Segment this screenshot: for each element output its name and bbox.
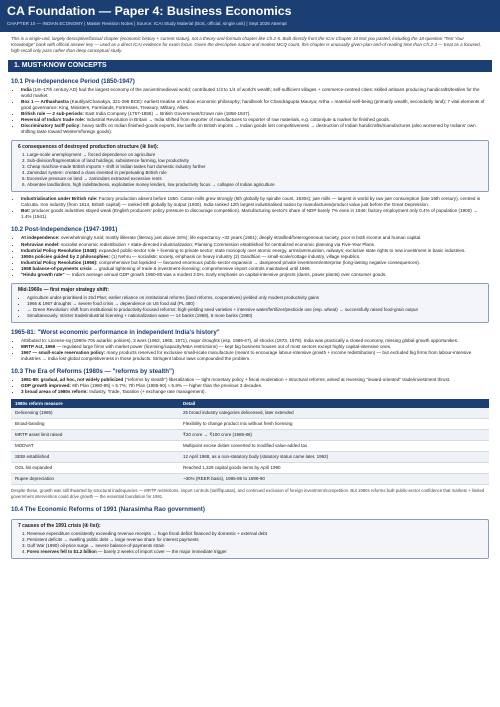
- table-cell: Rupee depreciation: [11, 474, 179, 485]
- table-cell: Delicensing (1985): [11, 408, 179, 419]
- subsection-heading: 10.2 Post-Independence (1947-1991): [11, 226, 118, 234]
- list-item: 4. Zamindari system: created a class invested in perpetuating British rule: [27, 170, 482, 176]
- bullet-list: [18, 295, 482, 319]
- table-cell: 12 April 1988, as a non-statutory body (statutory status came later, 1992): [179, 452, 489, 463]
- table-header-cell: Detail: [179, 399, 489, 408]
- subsection-heading: 10.3 The Era of Reforms (1980s — "reforms by stealth"): [11, 368, 175, 376]
- table-row: [11, 419, 489, 430]
- table-row: [11, 441, 489, 452]
- numbered-list: [18, 152, 482, 188]
- subsection-heading: 1965-81: "Worst economic performance in independent India's history": [11, 328, 220, 336]
- intro-text: This is a single-unit, largely descriptive/factual chapter (economic history + current status), not a theory-and-formula chapter like Ch.2-5. Built directly from the ICAI Chapter 10 text you pasted, including the 18-question "Test Your Knowledge" bank with official answer key — used as a direct ICAI evidence for exam focus. Given the descriptive nature and modest MCQ count, this chapter is unusually given-plan-and-of reading time than Ch.2-3 — treat as a focused, high-recall only pass rather than deep conceptual study.: [11, 36, 481, 54]
- bullet-list: [11, 235, 489, 277]
- callout-box: [11, 140, 489, 192]
- list-item: • Industrial Policy Resolution (1948): expanded public-sector role + licensing to private sector; state monopoly over atomic energy, arms/ammunition, railways; exclusive state rights to new investment in basic industries.: [21, 248, 489, 254]
- table-cell: ₹20 crore → ₹100 crore (1985-86): [179, 430, 489, 441]
- callout-box: [11, 283, 489, 323]
- list-item: 5. Excessive pressure on land → zamindars extracted excessive rents: [27, 176, 482, 182]
- note-text: Despite these, growth was still thwarted by structural inadequacies — MRTP restrictions, import controls (tariff/quotas), and continued exclusion of foreign investment/competition. But 1980s reforms built public-sector confidence that markets + limited government intervention could drive growth — the essential foundation for 1991.: [11, 488, 485, 500]
- reform-table: [11, 399, 489, 485]
- subsection-heading: 10.1 Pre-Independence Period (1850-1947): [11, 77, 135, 85]
- table-cell: MRTP asset limit raised: [11, 430, 179, 441]
- list-item: • "Hindu growth rate" — India's average annual GDP growth 1950-80 was a modest 3.5%. Early emphasis on capital-intensive projects (dams, power plants) over consumer goods.: [21, 272, 489, 278]
- list-item: • Nehruvian model: socialist economic redistribution + state-directed industrialization; Planning Commission established for centralized economic planning via Five-Year Plans.: [21, 242, 489, 248]
- list-item: • Industrial Policy Resolution (1956): comprehensive but lopsided — favoured enormous public-sector expansion → dampened private investment/enterprise (long-lasting negative consequences).: [21, 260, 489, 266]
- list-item: 6. Absentee landlordism, high indebtedness, exploitative money lenders, low productivity focus → collapse of Indian agriculture: [27, 182, 482, 188]
- list-item: • Simultaneously: stricter trade/industrial licensing + nationalization wave — 14 banks (1969), 6 more banks (1980): [27, 313, 482, 319]
- table-cell: SEBI established: [11, 452, 179, 463]
- list-item: • 1967 — small-scale reservation policy: many products reserved for exclusive small-scale manufacture (meant to encourage labour-intensive growth + income redistribution) — but excluded big firms from labour-intensive industries → India lost global competitiveness in those products. Stringent labour laws compounded the problem.: [21, 350, 489, 362]
- list-item: • Box 1 — Arthashastra (Kautilya/Chanakya, 321-296 BCE): earliest treatise on Indian economic philosophy; handbook for Chandragupta Maurya; Artha = material well-being (primarily wealth, secondarily land); 7 vital elements of good governance: King, Ministers, Farmlands, Fortresses, Treasury, Military, Allies.: [21, 99, 489, 111]
- list-item: • Reversal of India's trade role: Industrial Revolution in Britain → India shifted from exporter of manufactures to exporter of raw materials, e.g. cotton/jute & market for finished goods.: [21, 117, 489, 123]
- list-item: • MRTP Act, 1969 — regulated large firms with market power (licensing/capacity/M&A restrictions) — kept big business houses out of most sectors except highly capital-intensive ones.: [21, 344, 489, 350]
- table-cell: OGL list expanded: [11, 463, 179, 474]
- bullet-list: [11, 87, 489, 135]
- section-heading: 1. MUST-KNOW CONCEPTS: [8, 60, 492, 72]
- list-item: 3. Gulf War (1990) oil-price surge → severe balance-of-payments strain: [27, 543, 482, 549]
- callout-title: Mid-1960s — first major strategy shift:: [18, 286, 109, 293]
- page-title: CA Foundation — Paper 4: Business Economics: [7, 4, 292, 18]
- list-item: • Bot: producer goods industries stayed weak (English producers' policy pressure to discourage competition). Manufacturing sector's share of NDP barely 7% even in 1946; factory employment only 0.4% of population (1900) → 1.4% (1941).: [21, 208, 489, 220]
- table-row: [11, 474, 489, 485]
- list-item: • At independence: overwhelmingly rural; mostly illiterate (literacy just above 18%); life expectancy ~32 years (1951); deeply stratified/heterogeneous society, poor in both income and human capital.: [21, 235, 489, 241]
- numbered-list: [18, 531, 482, 555]
- table-row: [11, 463, 489, 474]
- list-item: • 1981-89: gradual, ad hoc, not widely publicized ("reforms by stealth") liberalization — tight monetary policy + fiscal moderation + structural reforms; aimed at reversing "inward-oriented" trade/investment thrust.: [21, 377, 489, 383]
- table-row: [11, 430, 489, 441]
- list-item: 4. Forex reserves fell to $1.2 billion — barely 2 weeks of import cover — the major immediate trigger: [27, 549, 482, 555]
- list-item: 1. Revenue expenditure consistently exceeding revenue receipts → huge fiscal deficit financed by domestic + external debt: [27, 531, 482, 537]
- table-header-row: [11, 399, 489, 408]
- list-item: • 1958 balance-of-payments crisis → gradual tightening of trade & investment-licensing; comprehensive import controls maintained until 1966.: [21, 266, 489, 272]
- list-item: • Discriminatory tariff policy: heavy tariffs on Indian finished-goods exports, low tariffs on British imports → Indian goods lost competitiveness → destruction of Indian handicrafts/manufactures (also worsened by Indians' own shifting taste toward Western/foreign goods).: [21, 123, 489, 135]
- header-banner: [0, 0, 500, 32]
- list-item: 2. Persistent deficits → swelling public debt → large revenue share for interest payments: [27, 537, 482, 543]
- table-cell: MODVAT: [11, 441, 179, 452]
- list-item: • → Green Revolution: shift from institutional to productivity-focused reforms: high-yielding seed varieties + intensive water/fertilizer/pesticide use (esp. wheat) → successfully raised food-grain output: [27, 307, 482, 313]
- list-item: • Agriculture under-prioritised in 2nd Plan; earlier reliance on institutional reforms (land reforms, cooperatives) yielded only modest productivity gains: [27, 295, 482, 301]
- table-cell: ~30% (REER basis), 1985-86 to 1989-90: [179, 474, 489, 485]
- page-subtitle: CHAPTER 10 — INDIAN ECONOMY | Master Revision Notes | Source: ICAI Study Material (BoS, official, single unit) | Sept 2026 Attempt: [7, 21, 287, 26]
- list-item: • British rule — 2 sub-periods: East India Company (1757-1858) → British Government/Crown rule (1858-1947).: [21, 111, 489, 117]
- bullet-list: [11, 377, 489, 395]
- table-cell: 25 broad industry categories delicensed, later extended: [179, 408, 489, 419]
- list-item: • Industrialisation under British rule: Factory production absent before 1850. Cotton mills grew strongly (5th globally by spindle count, 1930s); jute mills — largest in world by raw jute consumption (late 19th century), centred in Calcutta. Iron industry (from 1814, British capital) — ranked 8th globally by output (1930). India ranked 12th largest industrialised nation by manufactures/product value just before the Great Depression.: [21, 196, 489, 208]
- list-item: 2. Sub-division/fragmentation of land holdings, subsistence farming, low productivity: [27, 158, 482, 164]
- list-item: • GDP growth improved: 6th Plan (1980-85) ≈ 5.7%; 7th Plan (1985-90) ≈ 5.8% — higher than the previous 3 decades.: [21, 383, 489, 389]
- bullet-list: [11, 338, 489, 362]
- list-item: • India (1st–17th century AD) had the largest economy of the ancient/medieval world; contributed 1/3 to 1/4 of world's wealth; self-sufficient villages + commerce-centred cities; skilled artisans producing handicrafts/textiles for the world market.: [21, 87, 489, 99]
- table-header-cell: 1980s reform measure: [11, 399, 179, 408]
- table-cell: Broad-banding: [11, 419, 179, 430]
- list-item: • 3 broad areas of 1980s reform: Industry, Trade, Taxation (+ exchange rate management).: [21, 389, 489, 395]
- callout-box: [11, 519, 489, 559]
- list-item: • 1966 & 1967 droughts → severe food crisis → dependence on US food aid (PL 480): [27, 301, 482, 307]
- table-cell: Reached 1,329 capital goods items by April 1990: [179, 463, 489, 474]
- list-item: • Attributed to: License-raj (1960s-70s autarkic policies), 3 wars (1962, 1965, 1971), major droughts (esp. 1966-67), oil shocks (1973, 1979). India was practically a closed economy, missing global growth opportunities.: [21, 338, 489, 344]
- list-item: • 1950s policies guided by 2 philosophies: (1) Nehru — socialistic society, emphasis on heavy industry (2) Gandhian — small-scale/cottage industry, village republics.: [21, 254, 489, 260]
- list-item: 3. Cheap machine-made British imports + shift in Indian tastes hurt domestic industry further: [27, 164, 482, 170]
- list-item: 1. Large-scale unemployment → forced dependence on agriculture: [27, 152, 482, 158]
- callout-title: 6 consequences of destroyed production structure (④ list):: [18, 143, 159, 150]
- table-cell: Flexibility to change product mix without fresh licensing: [179, 419, 489, 430]
- bullet-list: [11, 196, 489, 220]
- subsection-heading: 10.4 The Economic Reforms of 1991 (Narasimha Rao government): [11, 505, 205, 513]
- table-cell: Multipoint excise duties converted to modified value-added tax: [179, 441, 489, 452]
- callout-title: 7 causes of the 1991 crisis (④ list):: [18, 522, 101, 529]
- table-row: [11, 408, 489, 419]
- table-row: [11, 452, 489, 463]
